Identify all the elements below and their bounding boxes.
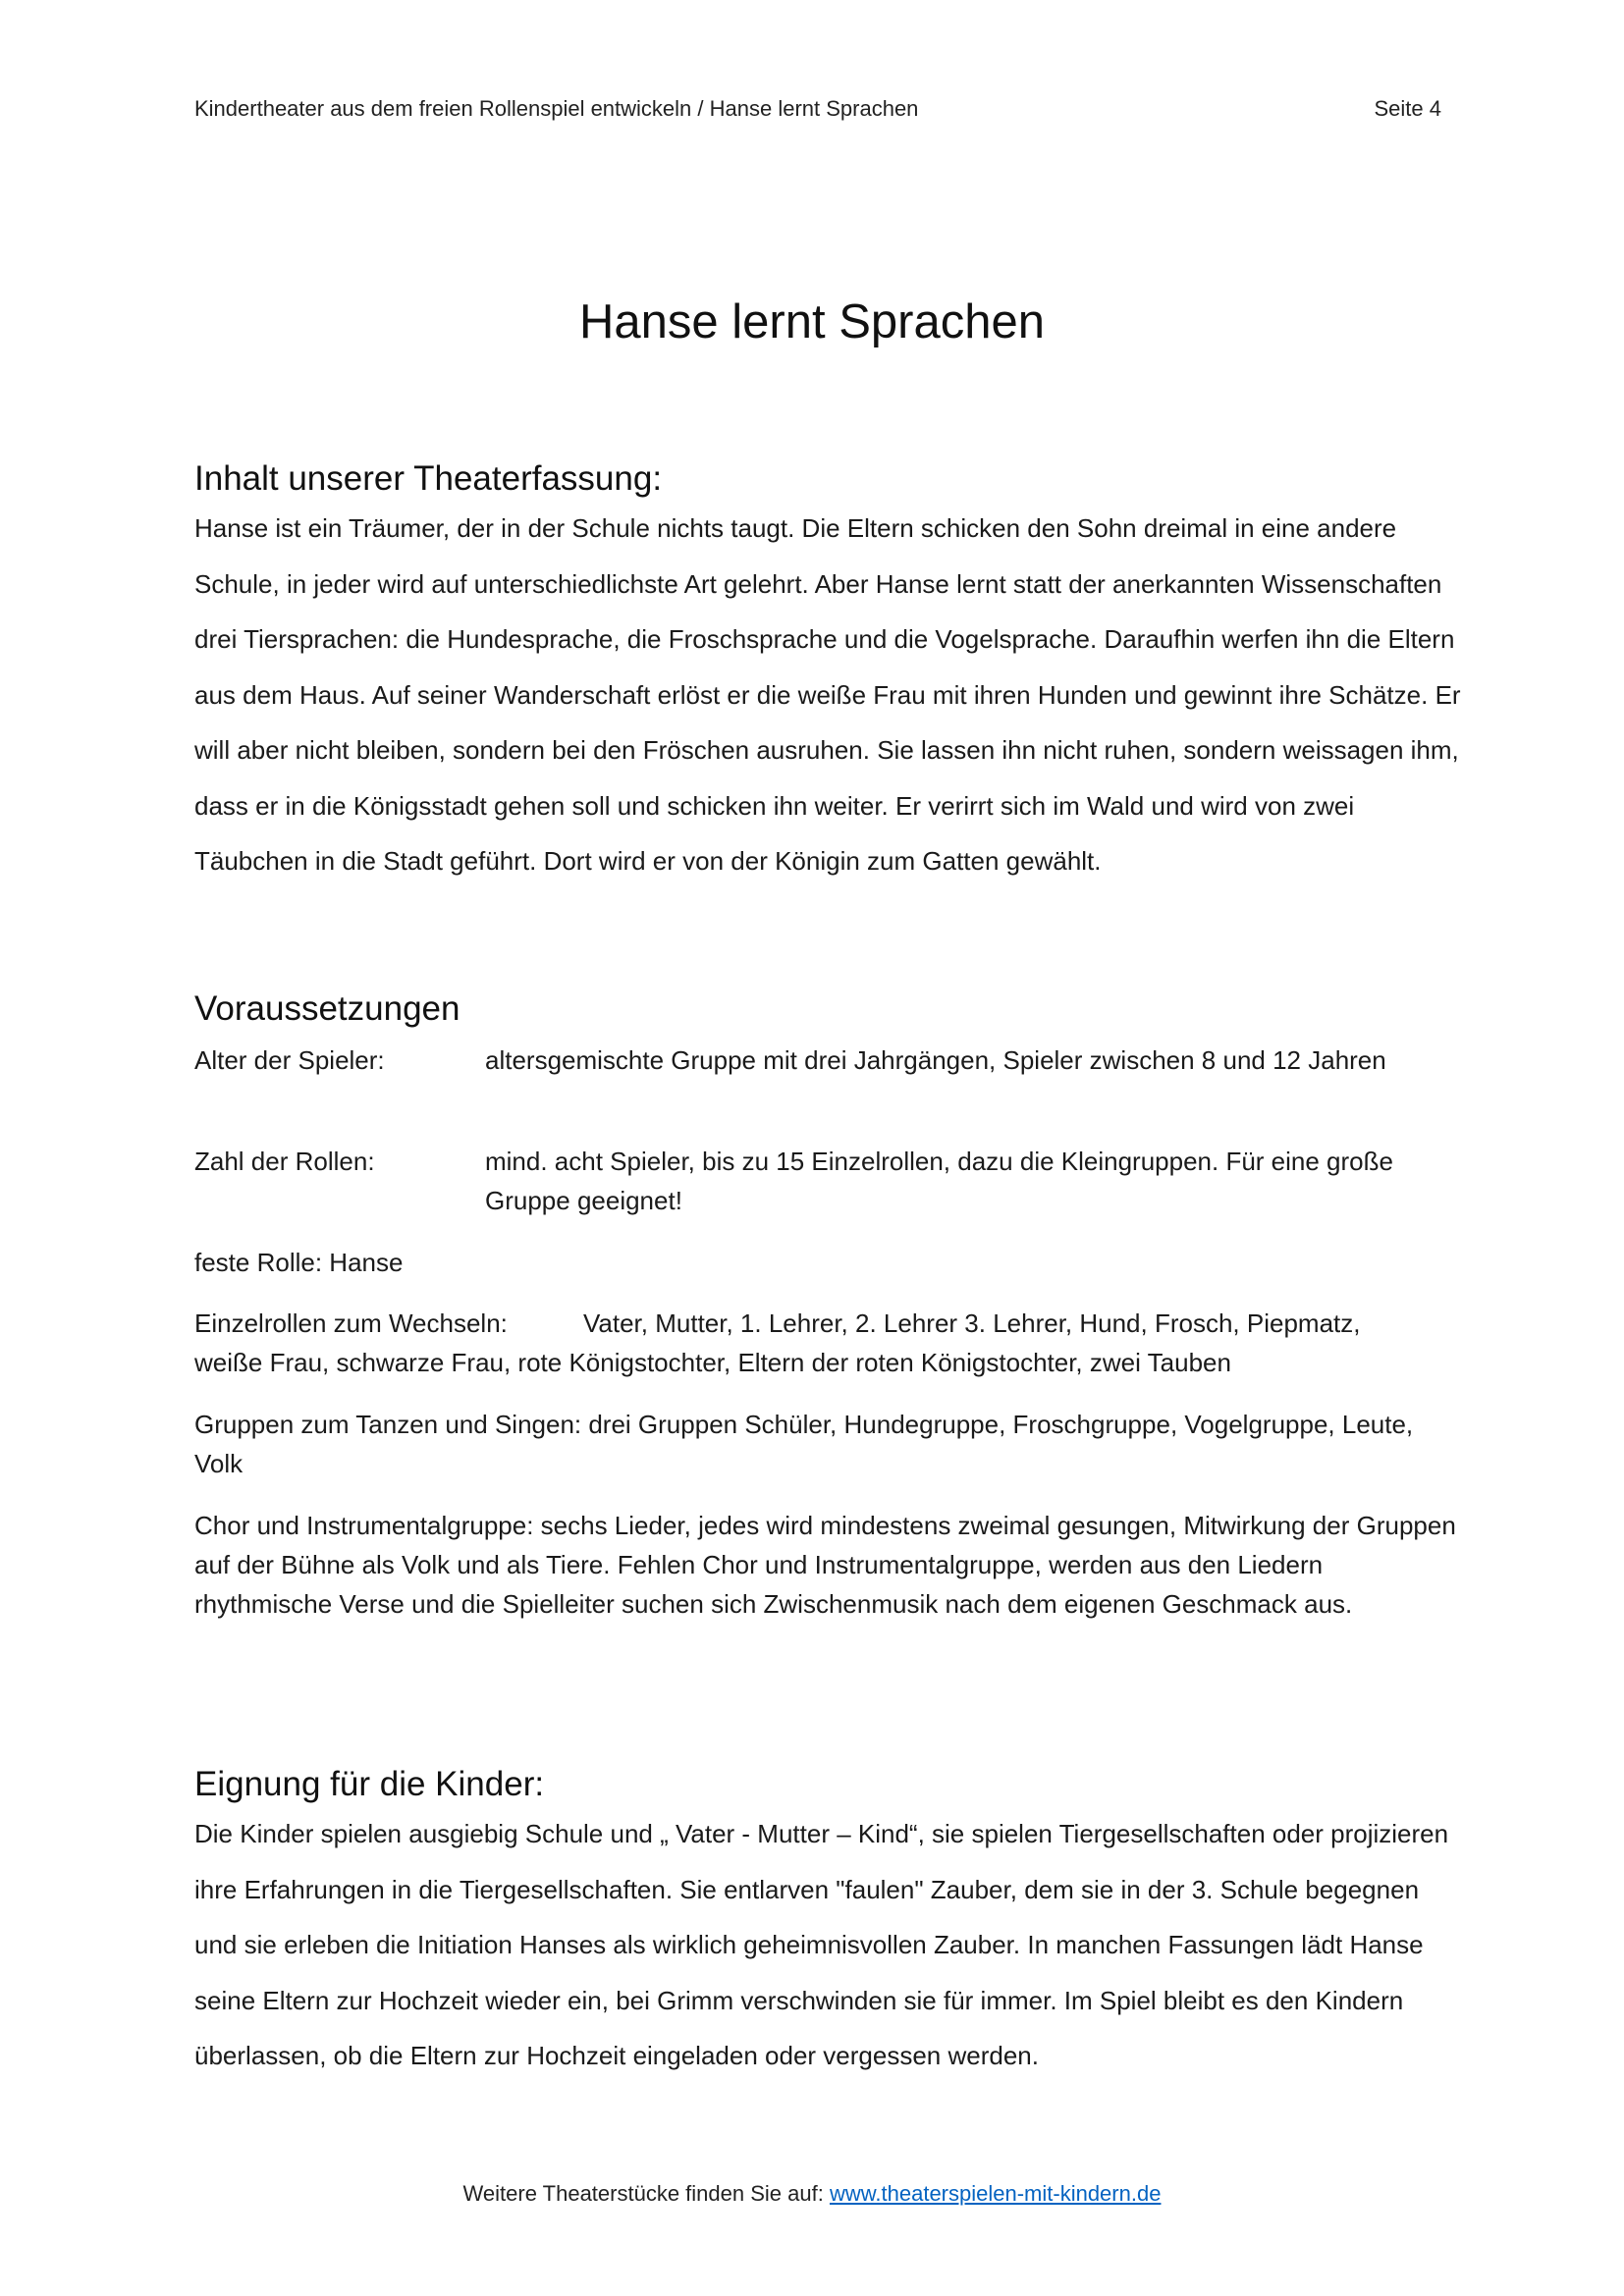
footer-text: Weitere Theaterstücke finden Sie auf: <box>462 2181 830 2206</box>
feste-rolle: feste Rolle: Hanse <box>194 1248 404 1277</box>
footer-link[interactable]: www.theaterspielen-mit-kindern.de <box>829 2181 1162 2206</box>
alter-label: Alter der Spieler: <box>194 1045 385 1075</box>
document-title: Hanse lernt Sprachen <box>579 295 1045 348</box>
einzelrollen-value: Vater, Mutter, 1. Lehrer, 2. Lehrer 3. Lehrer, Hund, Frosch, Piepmatz, <box>583 1308 1361 1338</box>
page-number: Seite 4 <box>1374 96 1441 121</box>
rollen-label: Zahl der Rollen: <box>194 1147 375 1176</box>
rollen-value: mind. acht Spieler, bis zu 15 Einzelrollen, dazu die Kleingruppen. Für eine große Gruppe geeignet! <box>485 1147 1393 1215</box>
heading-voraussetzungen: Voraussetzungen <box>194 989 460 1028</box>
paragraph-eignung: Die Kinder spielen ausgiebig Schule und „ Vater - Mutter – Kind“, sie spielen Tiergesellschaften oder projizieren ihre Erfahrungen in die Tiergesellschaften. Sie entlarven "faulen" Zauber, dem sie in der 3. Schule begegnen und sie erleben die Initiation Hanses als wirklich geheimnisvollen Zauber. In manchen Fassungen lädt Hanse seine Eltern zur Hochzeit wieder ein, bei Grimm verschwinden sie für immer. Im Spiel bleibt es den Kindern überlassen, ob die Eltern zur Hochzeit eingeladen oder vergessen werden. <box>194 1819 1449 2070</box>
running-header-title: Kindertheater aus dem freien Rollenspiel entwickeln / Hanse lernt Sprachen <box>194 96 919 121</box>
heading-inhalt: Inhalt unserer Theaterfassung: <box>194 459 663 498</box>
footer <box>0 2181 1624 2207</box>
einzelrollen-label: Einzelrollen zum Wechseln: <box>194 1308 508 1338</box>
heading-eignung: Eignung für die Kinder: <box>194 1765 545 1803</box>
gruppen: Gruppen zum Tanzen und Singen: drei Gruppen Schüler, Hundegruppe, Froschgruppe, Vogelgruppe, Leute, Volk <box>194 1410 1414 1478</box>
einzelrollen-continued: weiße Frau, schwarze Frau, rote Königstochter, Eltern der roten Königstochter, zwei Tauben <box>194 1348 1231 1377</box>
alter-value: altersgemischte Gruppe mit drei Jahrgängen, Spieler zwischen 8 und 12 Jahren <box>485 1045 1386 1075</box>
chor: Chor und Instrumentalgruppe: sechs Lieder, jedes wird mindestens zweimal gesungen, Mitwirkung der Gruppen auf der Bühne als Volk und als Tiere. Fehlen Chor und Instrumentalgruppe, werden aus den Liedern rhythmische Verse und die Spielleiter suchen sich Zwischenmusik nach dem eigenen Geschmack aus. <box>194 1511 1456 1619</box>
paragraph-inhalt: Hanse ist ein Träumer, der in der Schule nichts taugt. Die Eltern schicken den Sohn dreimal in eine andere Schule, in jeder wird auf unterschiedlichste Art gelehrt. Aber Hanse lernt statt der anerkannten Wissenschaften drei Tiersprachen: die Hundesprache, die Froschsprache und die Vogelsprache. Daraufhin werfen ihn die Eltern aus dem Haus. Auf seiner Wanderschaft erlöst er die weiße Frau mit ihren Hunden und gewinnt ihre Schätze. Er will aber nicht bleiben, sondern bei den Fröschen ausruhen. Sie lassen ihn nicht ruhen, sondern weissagen ihm, dass er in die Königsstadt gehen soll und schicken ihn weiter. Er verirrt sich im Wald und wird von zwei Täubchen in die Stadt geführt. Dort wird er von der Königin zum Gatten gewählt. <box>194 513 1461 876</box>
